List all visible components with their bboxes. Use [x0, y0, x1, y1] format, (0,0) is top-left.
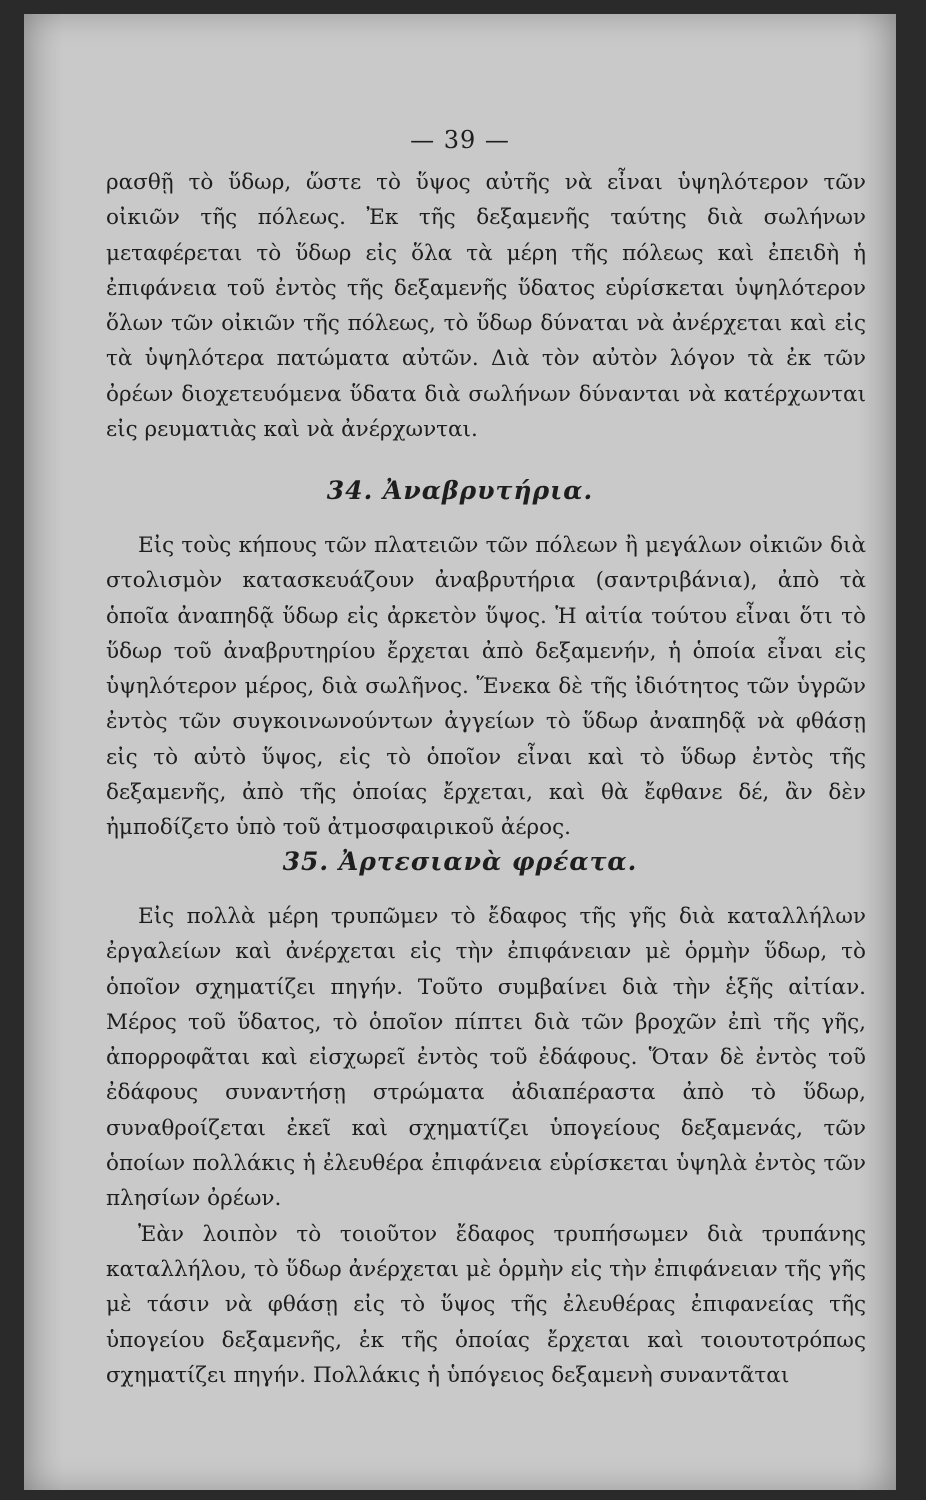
section-34-heading: 34. Ἀναβρυτήρια.: [326, 476, 594, 505]
section-34-body: [106, 528, 866, 846]
section-35-paragraph-2: Ἐὰν λοιπὸν τὸ τοιοῦτον ἔδαφος τρυπήσωμεν διὰ τρυπάνης καταλλήλου, τὸ ὕδωρ ἀνέρχεται μὲ ὁρμὴν εἰς τὴν ἐπιφάνειαν τῆς γῆς μὲ τάσιν νὰ φθάσῃ εἰς τὸ ὕψος τῆς ἐλευθέρας ἐπιφανείας τῆς ὑπογείου δεξαμενῆς, ἐκ τῆς ὁποίας ἔρχεται καὶ τοιουτοτρόπως σχηματίζει πηγήν. Πολλάκις ἡ ὑπόγειος δεξαμενὴ συναντᾶται: [106, 1221, 866, 1388]
section-35-body: [106, 899, 866, 1393]
paragraph-top-text: ρασθῇ τὸ ὕδωρ, ὥστε τὸ ὕψος αὐτῆς νὰ εἶναι ὑψηλότερον τῶν οἰκιῶν τῆς πόλεως. Ἐκ τῆς δεξαμενῆς ταύτης διὰ σωλήνων μεταφέρεται τὸ ὕδωρ εἰς ὅλα τὰ μέρη τῆς πόλεως καὶ ἐπειδὴ ἡ ἐπιφάνεια τοῦ ἐντὸς τῆς δεξαμενῆς ὕδατος εὑρίσκεται ὑψηλότερον ὅλων τῶν οἰκιῶν τῆς πόλεως, τὸ ὕδωρ δύναται νὰ ἀνέρχεται καὶ εἰς τὰ ὑψηλότερα πατώματα αὐτῶν. Διὰ τὸν αὐτὸν λόγον τὰ ἐκ τῶν ὀρέων διοχετευόμενα ὕδατα διὰ σωλήνων δύνανται νὰ κατέρχωνται εἰς ρευματιὰς καὶ νὰ ἀνέρχωνται.: [106, 170, 866, 443]
book-page: [24, 14, 896, 1490]
section-35-paragraph-1: Εἰς πολλὰ μέρη τρυπῶμεν τὸ ἔδαφος τῆς γῆς διὰ καταλλήλων ἐργαλείων καὶ ἀνέρχεται εἰς τὴν ἐπιφάνειαν μὲ ὁρμὴν ὕδωρ, τὸ ὁποῖον σχηματίζει πηγήν. Τοῦτο συμβαίνει διὰ τὴν ἑξῆς αἰτίαν. Μέρος τοῦ ὕδατος, τὸ ὁποῖον πίπτει διὰ τῶν βροχῶν ἐπὶ τῆς γῆς, ἀπορροφᾶται καὶ εἰσχωρεῖ ἐντὸς τοῦ ἐδάφους. Ὅταν δὲ ἐντὸς τοῦ ἐδάφους συναντήσῃ στρώματα ἀδιαπέραστα ἀπὸ τὸ ὕδωρ, συναθροίζεται ἐκεῖ καὶ σχηματίζει ὑπογείους δεξαμενάς, τῶν ὁποίων πολλάκις ἡ ἐλευθέρα ἐπιφάνεια εὑρίσκεται ὑψηλὰ ἐντὸς τῶν πλησίων ὀρέων.: [106, 904, 866, 1212]
paragraph-top: [106, 165, 866, 447]
section-35-heading: 35. Ἀρτεσιανὰ φρέατα.: [282, 847, 638, 876]
page-number: — 39 —: [410, 126, 510, 154]
section-34-paragraph: Εἰς τοὺς κήπους τῶν πλατειῶν τῶν πόλεων ἢ μεγάλων οἰκιῶν διὰ στολισμὸν κατασκευάζουν ἀναβρυτήρια (σαντριβάνια), ἀπὸ τὰ ὁποῖα ἀναπηδᾷ ὕδωρ εἰς ἀρκετὸν ὕψος. Ἡ αἰτία τούτου εἶναι ὅτι τὸ ὕδωρ τοῦ ἀναβρυτηρίου ἔρχεται ἀπὸ δεξαμενήν, ἡ ὁποία εἶναι εἰς ὑψηλότερον μέρος, διὰ σωλῆνος. Ἕνεκα δὲ τῆς ἰδιότητος τῶν ὑγρῶν ἐντὸς τῶν συγκοινωνούντων ἀγγείων τὸ ὕδωρ ἀναπηδᾷ νὰ φθάσῃ εἰς τὸ αὐτὸ ὕψος, εἰς τὸ ὁποῖον εἶναι καὶ τὸ ὕδωρ ἐντὸς τῆς δεξαμενῆς, ἀπὸ τῆς ὁποίας ἔρχεται, καὶ θὰ ἔφθανε δέ, ἂν δὲν ἠμποδίζετο ὑπὸ τοῦ ἀτμοσφαιρικοῦ ἀέρος.: [106, 533, 866, 841]
